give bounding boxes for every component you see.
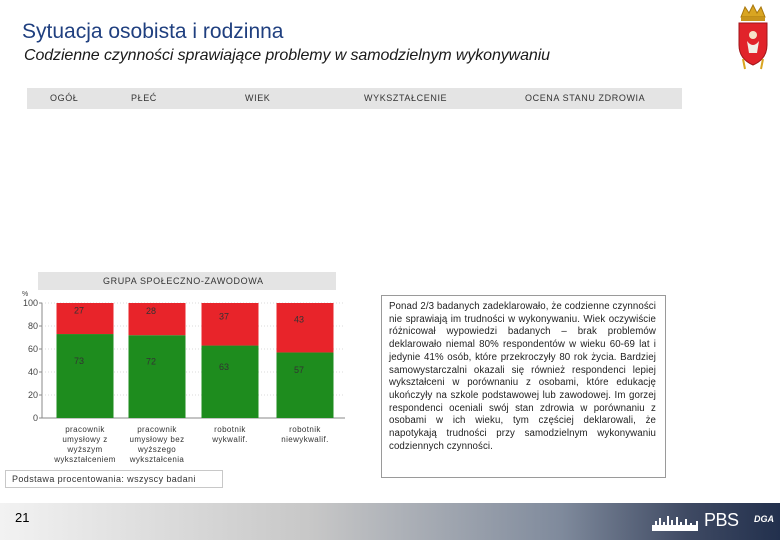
y-tick-label: 0 (32, 413, 38, 423)
y-tick-label: 20 (27, 390, 38, 400)
y-tick-label: 80 (27, 321, 38, 331)
bar-value-label: 72 (145, 356, 157, 367)
base-note: Podstawa procentowania: wszyscy badani (5, 470, 223, 488)
pbs-dga-logo (650, 509, 778, 533)
x-category-label: pracownik (65, 425, 105, 434)
x-category-label: wyższego (137, 445, 177, 454)
bar-segment (57, 303, 114, 334)
bar-value-label: 57 (293, 365, 305, 376)
logo-subtext: DGA (754, 514, 774, 524)
x-category-label: umysłowy bez (129, 435, 185, 444)
bar-segment (202, 303, 259, 346)
x-category-label: wykwalif. (212, 435, 248, 444)
bar-segment (202, 346, 259, 418)
x-category-label: wyższym (67, 445, 103, 454)
x-category-label: niewykwalif. (281, 435, 329, 444)
y-tick-label: 100 (22, 298, 38, 308)
stacked-bar-chart (0, 285, 345, 470)
bar-segment (129, 303, 186, 335)
group-label-text: GRUPA SPOŁECZNO-ZAWODOWA (103, 276, 264, 286)
breakdown-tabs (27, 88, 682, 109)
bar-value-label: 43 (293, 314, 305, 325)
bar-segment (57, 334, 114, 418)
bar-value-label: 63 (218, 361, 230, 372)
x-category-label: wykształceniem (54, 455, 116, 464)
logo-text: PBS (704, 510, 739, 530)
bar-value-label: 37 (218, 311, 230, 322)
page-number: 21 (15, 510, 30, 525)
page-subtitle: Codzienne czynności sprawiające problemy w samodzielnym wykonywaniu (24, 47, 550, 64)
description-text: Ponad 2/3 badanych zadeklarowało, że codzienne czynności nie sprawiają im trudności w wykonywaniu. Wiek oczywiście różnicował wypowiedzi badanych – brak problemów deklarowało niemal 80% respondentów w wieku 60-69 lat i jedynie 41% osób, które przekroczyły 80 rok życia. Bardziej samowystarczalni okazali się również respondenci lepiej wykształceni w porównaniu z osobami, które edukację ukończyły na szkole podstawowej lub zawodowej. Im gorzej respondenci oceniali swój stan zdrowia w porównaniu z osobami w ich wieku, tym częściej deklarowali, że napotykają trudności przy samodzielnym wykonywaniu codziennych czynności. (381, 295, 666, 478)
bar-value-label: 27 (73, 305, 85, 316)
x-category-label: pracownik (137, 425, 177, 434)
bar-value-label: 73 (73, 356, 85, 367)
page-number-box (7, 506, 41, 531)
x-category-label: umysłowy z (62, 435, 108, 444)
tab-gender[interactable]: PŁEĆ (131, 93, 157, 103)
tab-health-rating[interactable]: OCENA STANU ZDROWIA (525, 93, 646, 103)
x-category-label: robotnik (214, 425, 246, 434)
page-title: Sytuacja osobista i rodzinna (22, 20, 284, 43)
warsaw-coat-of-arms-icon (733, 3, 773, 73)
y-axis-unit: % (22, 291, 29, 298)
tab-age[interactable]: WIEK (245, 93, 271, 103)
bar-segment (277, 352, 334, 418)
tab-education[interactable]: WYKSZTAŁCENIE (364, 93, 448, 103)
tab-total[interactable]: OGÓŁ (50, 93, 79, 103)
y-tick-label: 40 (27, 367, 38, 377)
x-category-label: robotnik (289, 425, 321, 434)
bar-segment (129, 335, 186, 418)
bar-segment (277, 303, 334, 352)
x-category-label: wykształcenia (129, 455, 185, 464)
city-skyline-icon (650, 513, 702, 531)
y-tick-label: 60 (27, 344, 38, 354)
bar-value-label: 28 (145, 306, 157, 317)
